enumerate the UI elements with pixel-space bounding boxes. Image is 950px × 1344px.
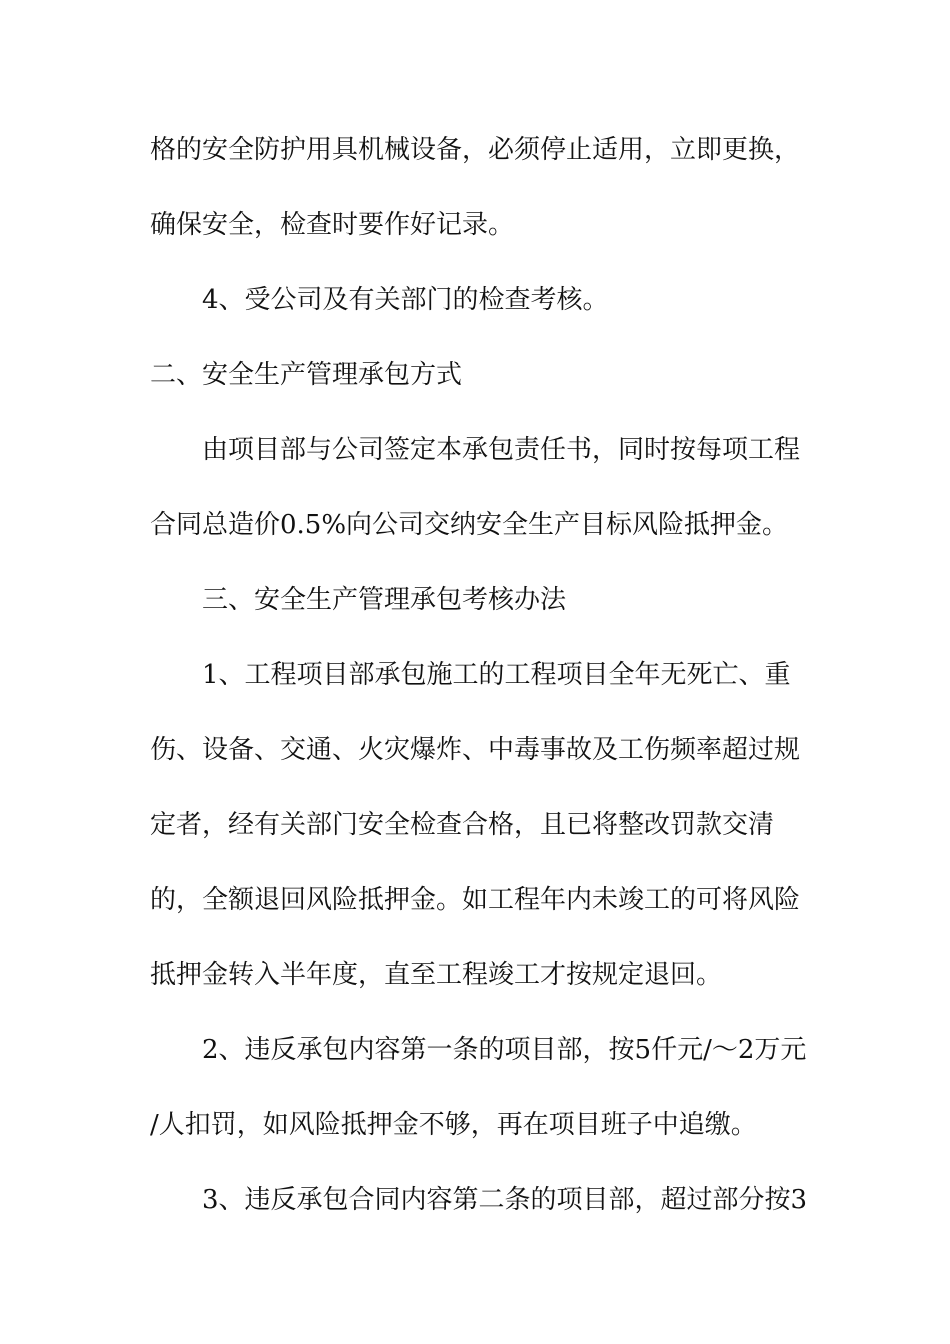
section-heading-3: 三、安全生产管理承包考核办法 — [202, 585, 567, 615]
list-item-4: 4、受公司及有关部门的检查考核。 — [202, 285, 609, 315]
body-text-line: 格的安全防护用具机械设备，必须停止适用，立即更换， — [150, 135, 801, 165]
body-text-line: 确保安全，检查时要作好记录。 — [150, 210, 515, 240]
body-text-line: 合同总造价0.5%向公司交纳安全生产目标风险抵押金。 — [150, 510, 789, 540]
body-text-line: 伤、设备、交通、火灾爆炸、中毒事故及工伤频率超过规 — [150, 735, 801, 765]
body-text-line: /人扣罚，如风险抵押金不够，再在项目班子中追缴。 — [150, 1110, 757, 1140]
body-text-line: 定者，经有关部门安全检查合格，且已将整改罚款交清 — [150, 810, 775, 840]
body-text-line: 由项目部与公司签定本承包责任书，同时按每项工程 — [202, 435, 801, 465]
section-heading-2: 二、安全生产管理承包方式 — [150, 360, 463, 390]
body-text-line: 的，全额退回风险抵押金。如工程年内未竣工的可将风险 — [150, 885, 801, 915]
list-item-2: 2、违反承包内容第一条的项目部，按5仟元/～2万元 — [202, 1035, 807, 1065]
list-item-1: 1、工程项目部承包施工的工程项目全年无死亡、重 — [202, 660, 791, 690]
body-text-line: 抵押金转入半年度，直至工程竣工才按规定退回。 — [150, 960, 723, 990]
list-item-3: 3、违反承包合同内容第二条的项目部，超过部分按3 — [202, 1185, 808, 1215]
